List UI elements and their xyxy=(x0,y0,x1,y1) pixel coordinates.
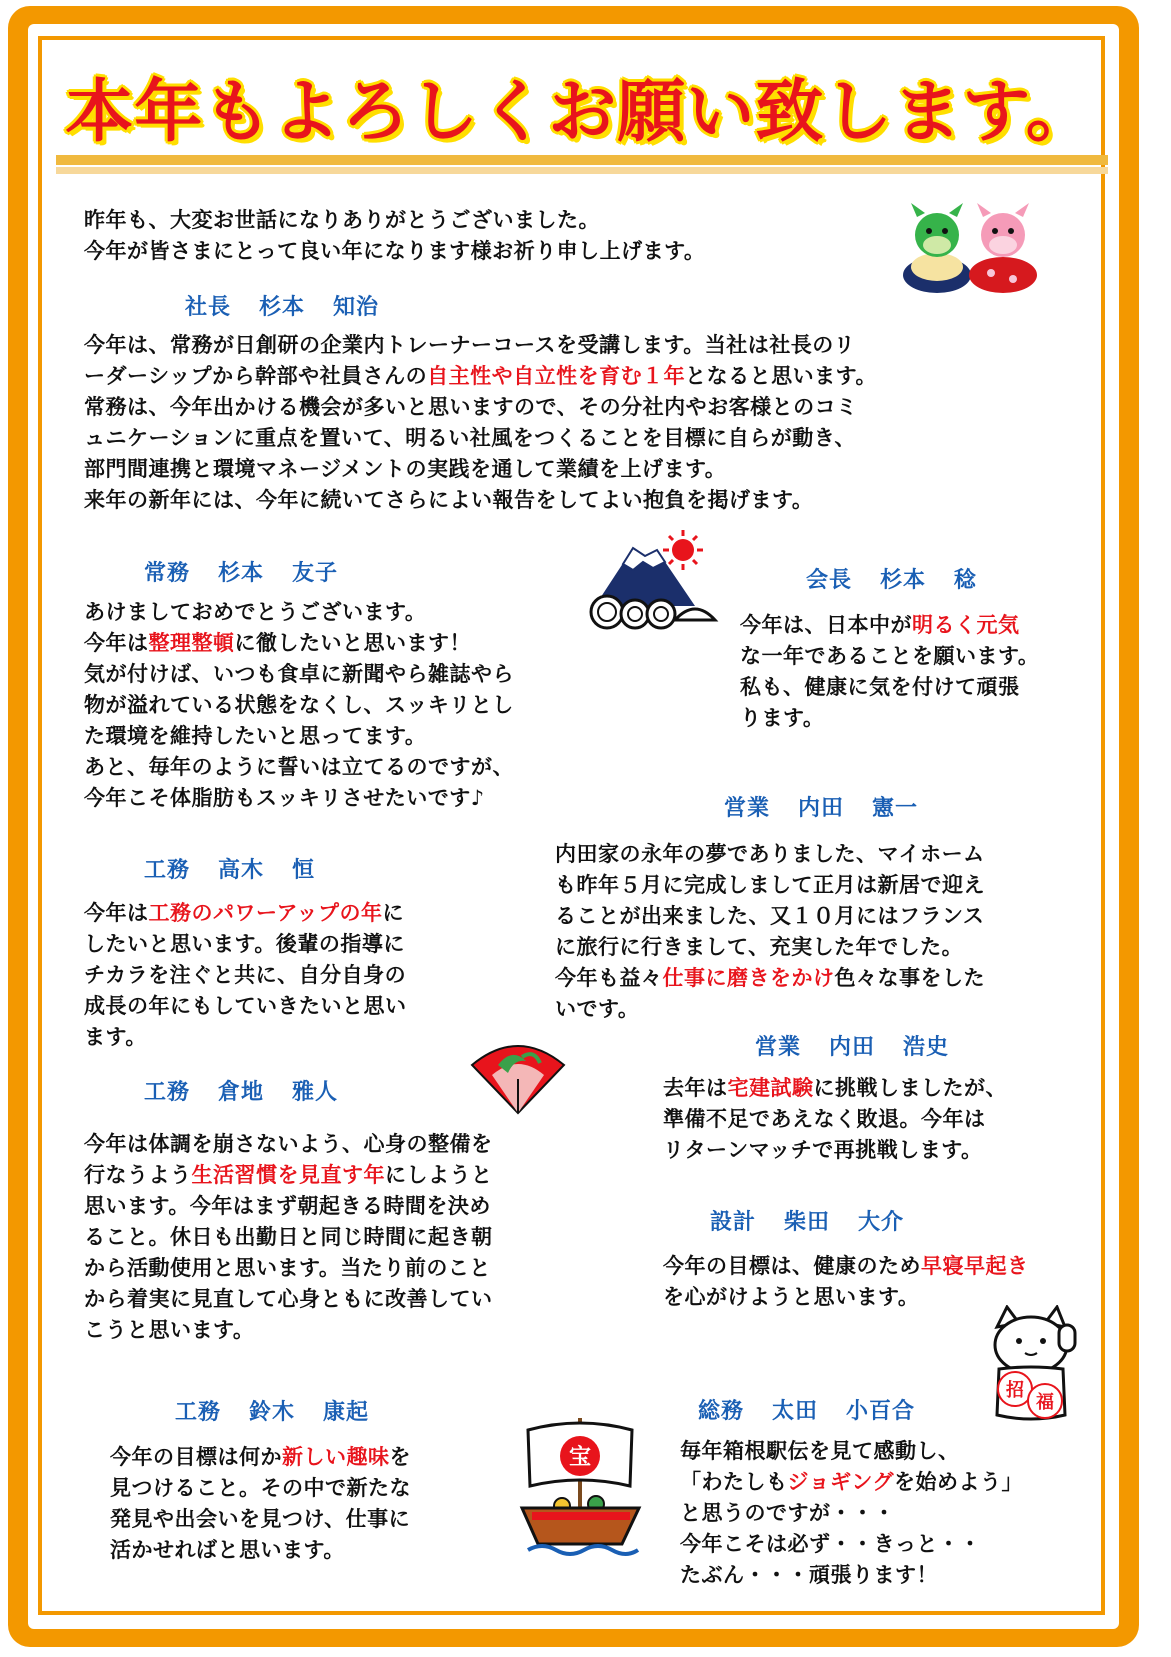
heading-general-affairs: 総務 太田 小百合 xyxy=(698,1399,916,1424)
message-managing-director: あけましておめでとうございます。 今年は整理整頓に徹したいと思います！ 気が付けば、いつも食卓に新聞やら雑誌やら 物が溢れている状態をなくし、スッキリとし た環境を維持したいと思ってます。 あと、毎年のように誓いは立てるのですが、 今年こそ体脂肪もスッキリさせたいです♪ xyxy=(84,600,514,810)
title-underline-light xyxy=(56,167,1108,174)
message-works-2: 今年は体調を崩さないよう、心身の整備を 行なうよう生活習慣を見直す年にしようと 思います。今年はまず朝起きる時間を決め ること。休日も出勤日と同じ時間に起き朝 から活動使用と思います。当たり前のこと から着実に見直して心身ともに改善してい こうと思います。 xyxy=(84,1132,493,1342)
message-president: 今年は、常務が日創研の企業内トレーナーコースを受講します。当社は社長のリ ーダーシップから幹部や社員さんの自主性や自立性を育む１年となると思います。 常務は、今年出かける機会が多いと思いますので、その分社内やお客様とのコミ ュニケーションに重点を置いて、明るい社風をつくることを目標に自らが動き、 部門間連携と環境マネージメントの実践を通して業績を上げます。 来年の新年には、今年に続いてさらによい報告をしてよい抱負を掲げます。 xyxy=(84,333,877,512)
message-works-3: 今年の目標は何か新しい趣味を 見つけること。その中で新たな 発見や出会いを見つけ、仕事に 活かせればと思います。 xyxy=(110,1445,411,1562)
message-sales-1: 内田家の永年の夢でありました、マイホーム も昨年５月に完成しまして正月は新居で迎え ることが出来ました、又１０月にはフランス に旅行に行きまして、充実した年でした。 今年も益々仕事に磨きをかけ色々な事をした いです。 xyxy=(555,842,985,1021)
heading-design: 設計 柴田 大介 xyxy=(710,1210,905,1235)
heading-president: 社長 杉本 知治 xyxy=(185,295,380,320)
heading-sales-1: 営業 内田 憲一 xyxy=(724,796,919,821)
greeting: 昨年も、大変お世話になりありがとうございました。 今年が皆さまにとって良い年になります様お祈り申し上げます。 xyxy=(84,208,706,263)
heading-works-3: 工務 鈴木 康起 xyxy=(175,1400,370,1425)
message-sales-2: 去年は宅建試験に挑戦しましたが、 準備不足であえなく敗退。今年は リターンマッチで再挑戦します。 xyxy=(663,1076,1007,1162)
title-underline xyxy=(56,155,1108,165)
message-general-affairs: 毎年箱根駅伝を見て感動し、 「わたしもジョギングを始めよう」 と思うのですが・・・ 今年こそは必ず・・きっと・・ たぶん・・・頑張ります！ xyxy=(680,1439,1023,1587)
page-title: 本年もよろしくお願い致します。 xyxy=(65,73,1095,152)
folding-fan-icon xyxy=(468,1035,568,1115)
svg-text:福: 福 xyxy=(1036,1392,1054,1413)
mount-fuji-sunrise-icon xyxy=(585,528,720,633)
dragon-pair-icon xyxy=(895,195,1045,295)
heading-chairman: 会長 杉本 稔 xyxy=(806,568,978,593)
treasure-ship-icon xyxy=(518,1412,643,1562)
heading-works-1: 工務 高木 恒 xyxy=(144,858,316,883)
svg-text:宝: 宝 xyxy=(568,1445,592,1470)
heading-managing-director: 常務 杉本 友子 xyxy=(144,561,339,586)
lucky-cat-icon xyxy=(985,1305,1080,1425)
svg-text:招: 招 xyxy=(1006,1380,1024,1401)
heading-works-2: 工務 倉地 雅人 xyxy=(144,1080,339,1105)
message-design: 今年の目標は、健康のため早寝早起き を心がけようと思います。 xyxy=(663,1254,1029,1309)
message-chairman: 今年は、日本中が明るく元気 な一年であることを願います。 私も、健康に気を付けて頑張 ります。 xyxy=(740,613,1040,730)
message-works-1: 今年は工務のパワーアップの年に したいと思います。後輩の指導に チカラを注ぐと共に、自分自身の 成長の年にもしていきたいと思い ます。 xyxy=(84,901,407,1049)
heading-sales-2: 営業 内田 浩史 xyxy=(755,1035,950,1060)
